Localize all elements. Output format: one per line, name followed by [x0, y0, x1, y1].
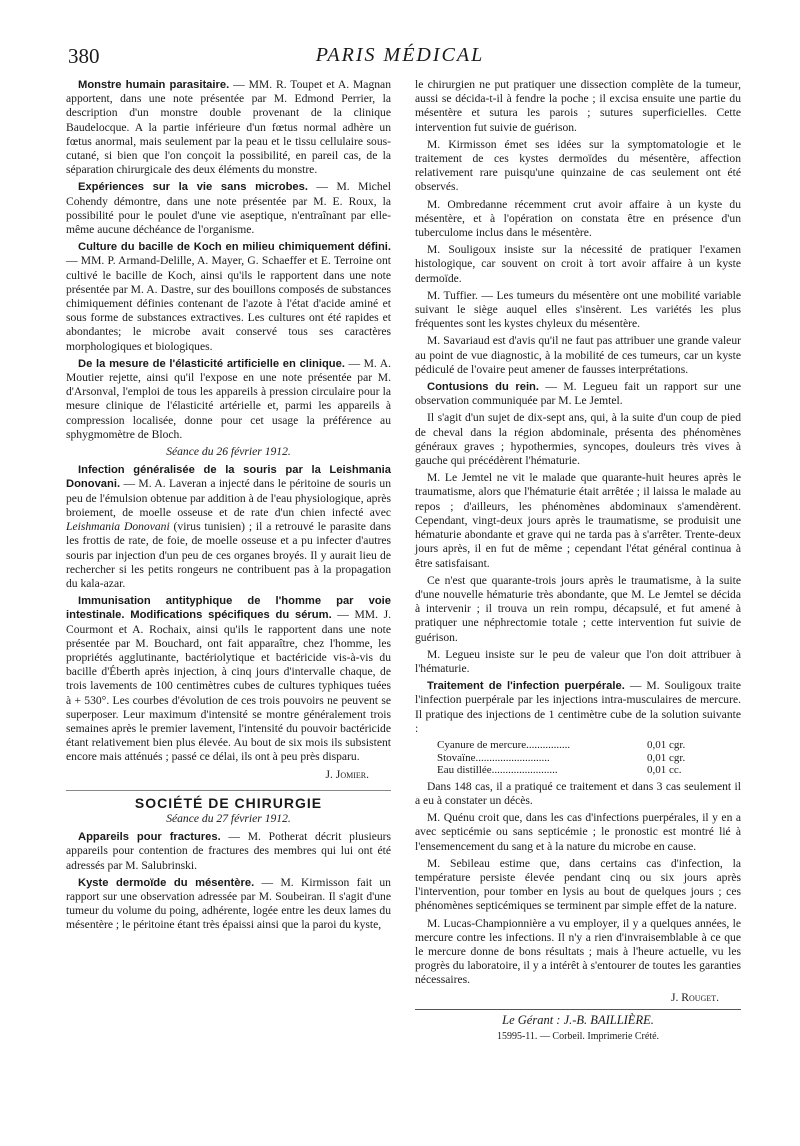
- page-number: 380: [68, 44, 100, 68]
- paragraph-text: — M. Potherat décrit plusieurs appareils pour contention de fractures des membres qui lui ont été adressés par M. Salubrinski.: [66, 830, 392, 872]
- paragraph: [66, 78, 391, 177]
- ingredient-name: Stovaïne...........................: [437, 751, 550, 764]
- paragraph-text: — M. Kirmisson fait un rapport sur une observation adressée par M. Soubeiran. Il s'agit d'une tumeur du volume du poing, adhérente, logée entre les deux lames du mésentère ; le péritoine étant très épaissi ainsi que la paroi du kyste,: [66, 875, 391, 932]
- paragraph: M. Quénu croit que, dans les cas d'infections puerpérales, il y en a avec septicémie ou sans septicémie ; le pronostic est montré lié à l'ensemencement du sang et à la nature du microbe en cause.: [415, 811, 741, 853]
- paragraph: M. Savariaud est d'avis qu'il ne faut pas attribuer une grande valeur au point de vue diagnostic, à la mobilité de ces tumeurs, car un kyste pédiculé de l'ovaire peut amener de fausses interprétations.: [415, 334, 741, 376]
- section-header: [66, 790, 391, 826]
- session-date: Séance du 27 février 1912.: [166, 811, 291, 825]
- paragraph: M. Kirmisson émet ses idées sur la symptomatologie et le traitement de ces kystes dermoïdes du mésentère, affection relativement rare puisqu'une quinzaine de cas seulement ont été observés.: [415, 137, 741, 194]
- page-header: [60, 44, 740, 72]
- paragraph: Dans 148 cas, il a pratiqué ce traitement et dans 3 cas seulement il a eu à constater un décès.: [415, 779, 741, 807]
- prescription-list: [437, 739, 741, 777]
- ingredient-quantity: 0,01 cc.: [647, 764, 682, 777]
- paragraph: M. Legueu insiste sur le peu de valeur que l'on doit attribuer à l'hématurie.: [415, 647, 741, 675]
- paragraph: [66, 594, 391, 764]
- ingredient-quantity: 0,01 cgr.: [647, 751, 686, 764]
- paragraph: M. Ombredanne récemment crut avoir affaire à un kyste du mésentère, et à l'opération on constata être en présence d'un tuberculome inclus dans le mésentère.: [415, 197, 741, 240]
- paragraph-heading: De la mesure de l'élasticité artificielle en clinique.: [78, 357, 345, 370]
- paragraph-heading: Infection généralisée de la souris par la Leishmania Donovani.: [66, 464, 391, 491]
- paragraph-heading: Expériences sur la vie sans microbes.: [78, 181, 308, 194]
- ingredient-name: Eau distillée........................: [437, 764, 558, 777]
- session-date: Séance du 26 février 1912.: [166, 445, 291, 459]
- paragraph: [66, 357, 391, 442]
- paragraph-text: — M. A. Moutier rejette, ainsi qu'il l'expose en une note présentée par M. d'Arsonval, l'emploi de tous les appareils à pression circulaire pour la mesure clinique de l'élasticité artérielle et, parmi les appareils à compression localisée, donne pour cet usage la préférence au sphygmomètre de Bloch.: [66, 356, 391, 441]
- paragraph-heading: Culture du bacille de Koch en milieu chimiquement défini.: [78, 241, 391, 254]
- paragraph: le chirurgien ne put pratiquer une dissection complète de la tumeur, aussi se décida-t-il à fendre la poche ; il excisa ensuite une partie du mésentère et sutura les parois ; sutures superficielles. Cette intervention fut suivie de guérison.: [415, 78, 741, 134]
- gerant-line: Le Gérant : J.-B. BAILLIÈRE.: [415, 1009, 741, 1027]
- paragraph: M. Lucas-Championnière a vu employer, il y a quelques années, le mercure contre les infections. Il n'y a rien d'invraisemblable à ce que le mercure donne de bons résultats ; mais à l'heure actuelle, vu les progrès du laboratoire, il y a intérêt à s'entourer de toutes les garanties nécessaires.: [415, 916, 741, 987]
- paragraph-heading: Monstre humain parasitaire.: [78, 79, 230, 91]
- paragraph-text: — MM. R. Toupet et A. Magnan apportent, dans une note présentée par M. Edmond Perrier, la description d'un monstre double provenant de la clinique Baudelocque. A la partie inférieure d'un fœtus normal adhère un fœtus anormal, mais seulement par la peau et le tissu cellulaire sous-cutané, si bien que l'on conçoit la possibilité, en pareil cas, de la séparation chirurgicale des deux éléments du monstre.: [66, 78, 391, 177]
- paragraph: [415, 380, 741, 408]
- paragraph-heading: Kyste dermoïde du mésentère.: [78, 876, 255, 889]
- paragraph-text: — M. Legueu fait un rapport sur une observation communiquée par M. Le Jemtel.: [415, 380, 741, 408]
- italic-term: Leishmania Donovani: [66, 520, 170, 534]
- paragraph: [66, 876, 391, 933]
- running-title: PARIS MÉDICAL: [315, 44, 485, 66]
- paragraph-text: — MM. J. Courmont et A. Rochaix, ainsi qu'ils le rapportent dans une note présentée par M. Bouchard, ont fait apparaître, chez l'homme, les propriétés agglutinante, bactériolytique et bactéricide vis-à-vis du bacille d'Éberth après injection, à cinq jours d'intervalle chaque, de trois lavements de 100 centimètres cubes de cultures typhiques tuées à + 530°. Les courbes d'évolution de ces trois pouvoirs ne peuvent se superposer. Leur maximum d'intensité se montre généralement trois semaines après le premier lavement, l'intensité du pouvoir bactéricide étant relativement bien plus élevée. Au bout de six mois ils subsistent encore mais atténués ; passé ce délai, ils ont à peu près disparu.: [66, 608, 391, 764]
- paragraph-text: — M. A. Laveran a injecté dans le péritoine de souris un peu de l'émulsion obtenue par addition à de l'eau physiologique, après broiement, de moelle osseuse et de rate d'un chien infecté avec: [66, 477, 391, 519]
- signature: J. Rouget.: [670, 990, 719, 1004]
- paragraph-heading: Appareils pour fractures.: [78, 831, 221, 844]
- paragraph: [66, 463, 391, 591]
- right-column: [415, 78, 741, 1047]
- paragraph-heading: Contusions du rein.: [427, 381, 539, 394]
- left-column: [66, 78, 391, 936]
- prescription-row: [437, 764, 741, 777]
- paragraph-heading: Immunisation antityphique de l'homme par voie intestinale. Modifications spécifiques du sérum.: [66, 595, 391, 622]
- ingredient-quantity: 0,01 cgr.: [647, 738, 686, 751]
- paragraph: [66, 180, 391, 237]
- paragraph-heading: Traitement de l'infection puerpérale.: [427, 680, 625, 693]
- paragraph-text: — MM. P. Armand-Delille, A. Mayer, G. Schaeffer et E. Terroine ont cultivé le bacille de Koch, ainsi qu'ils le rapportent dans une note présentée par M. A. Dastre, sur des bouillons composés de substances chimiquement définies contenant de l'azote à l'état d'acide aminé et sous forme de substances extractives. Les cultures ont été rapides et abondantes; le microbe avait conservé tous ses caractères morphologiques et biologiques.: [66, 254, 391, 353]
- paragraph: M. Tuffier. — Les tumeurs du mésentère ont une mobilité variable suivant le siège auquel elles s'insèrent. Les variétés les plus fréquentes sont les kystes chyleux du mésentère.: [415, 288, 741, 331]
- paragraph-text: (virus tunisien) ; il a retrouvé le parasite dans les frottis de rate, de foie, de moelle osseuse et a pu infecter d'autres souris par injection d'un peu de ces organes broyés. Il y aurait lieu de rechercher si les petits rongeurs ne contribuent pas à la propagation du kala-azar.: [66, 520, 392, 590]
- paragraph: [415, 679, 741, 736]
- paragraph-text: — M. Michel Cohendy démontre, dans une note présentée par M. E. Roux, la possibilité pour le poulet d'une vie aseptique, n'entraînant par elle-même aucune déchéance de l'organisme.: [66, 180, 391, 237]
- paragraph: M. Sebileau estime que, dans certains cas d'infection, la température persiste élevée pendant cinq ou six jours après l'intervention, pour tomber en lysis au bout de quelques jours ; ces phénomènes septicémiques se terminent par simple effet de la nature.: [415, 856, 741, 913]
- section-title: SOCIÉTÉ DE CHIRURGIE: [134, 794, 323, 811]
- paragraph: Ce n'est que quarante-trois jours après le traumatisme, à la suite d'une nouvelle hématurie très abondante, que M. Le Jemtel se décida à intervenir ; il trouva un rein rompu, décapsulé, et fut amené à pratiquer une néphrectomie totale ; cette intervention fut suivie de guérison.: [415, 573, 741, 644]
- paragraph: M. Souligoux insiste sur la nécessité de pratiquer l'examen histologique, car souvent on croit à tort avoir affaire à un kyste dermoïde.: [415, 243, 741, 285]
- ingredient-name: Cyanure de mercure................: [437, 738, 571, 751]
- printer-line: 15995-11. — Corbeil. Imprimerie Crété.: [496, 1030, 660, 1042]
- signature: J. Jomier.: [325, 767, 369, 781]
- paragraph-text: — M. Souligoux traite l'infection puerpérale par les injections intra-musculaires de mercure. Il pratique des injections de 1 centimètre cube de la solution suivante :: [415, 679, 742, 735]
- paragraph: [66, 830, 391, 873]
- paragraph: Il s'agit d'un sujet de dix-sept ans, qui, à la suite d'un coup de pied de cheval dans la région abdominale, présenta des phénomènes généraux graves ; hypothermies, syncopes, douleurs très vives à gauche qui précédèrent l'hématurie.: [415, 411, 741, 468]
- paragraph: M. Le Jemtel ne vit le malade que quarante-huit heures après le traumatisme, alors que l'hématurie était arrêtée ; il laissa le malade au repos ; d'ailleurs, les phénomènes abdominaux s'amendèrent. Cependant, vingt-deux jours après le traumatisme, se produisit une hématurie abondante et grave qui ne tarda pas à s'arrêter. Trente-deux jours après, il en fut de même ; cependant l'état général continua à être satisfaisant.: [415, 471, 741, 570]
- paragraph: [66, 240, 391, 354]
- prescription-row: [437, 752, 741, 765]
- prescription-row: [437, 739, 741, 752]
